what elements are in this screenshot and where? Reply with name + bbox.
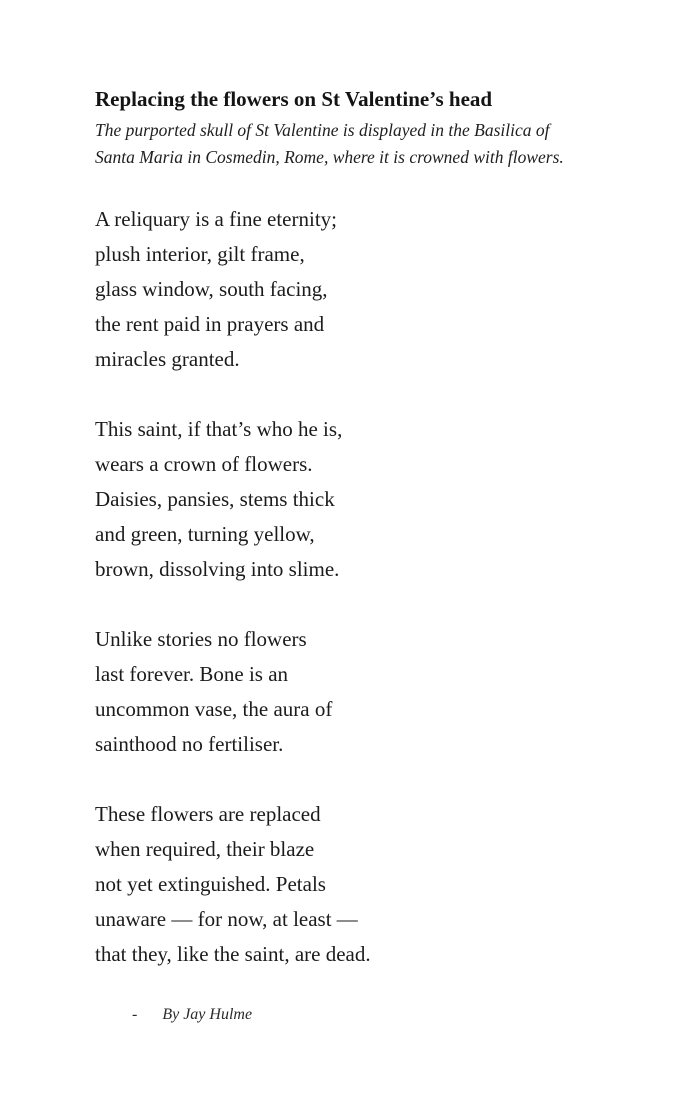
attribution-byline: By Jay Hulme: [162, 1006, 253, 1023]
stanza-1: [95, 202, 628, 377]
poem-line: A reliquary is a fine eternity;: [95, 207, 338, 231]
poem-line: that they, like the saint, are dead.: [95, 942, 371, 966]
poem-line: the rent paid in prayers and: [95, 312, 325, 336]
poem-line: plush interior, gilt frame,: [95, 242, 305, 266]
poem-line: last forever. Bone is an: [95, 662, 289, 686]
poem-line: brown, dissolving into slime.: [95, 557, 340, 581]
poem-line: These flowers are replaced: [95, 802, 321, 826]
poem-line: wears a crown of flowers.: [95, 452, 313, 476]
epigraph-line: The purported skull of St Valentine is displayed in the Basilica of: [95, 120, 550, 140]
poem-line: uncommon vase, the aura of: [95, 697, 333, 721]
poem-line: This saint, if that’s who he is,: [95, 417, 343, 441]
poem-epigraph: [95, 117, 628, 171]
attribution-dash: -: [132, 1006, 138, 1023]
epigraph-line: Santa Maria in Cosmedin, Rome, where it is crowned with flowers.: [95, 147, 564, 167]
poem-line: Unlike stories no flowers: [95, 627, 307, 651]
poem-line: unaware — for now, at least —: [95, 907, 358, 931]
poem-line: miracles granted.: [95, 347, 240, 371]
stanza-3: [95, 622, 628, 762]
poem-line: Daisies, pansies, stems thick: [95, 487, 335, 511]
poem-line: and green, turning yellow,: [95, 522, 315, 546]
stanza-4: [95, 797, 628, 972]
stanza-2: [95, 412, 628, 587]
poem-line: sainthood no fertiliser.: [95, 732, 284, 756]
attribution: [95, 1005, 628, 1025]
poem-title: Replacing the flowers on St Valentine’s head: [95, 87, 493, 111]
poem-line: glass window, south facing,: [95, 277, 328, 301]
poem-line: not yet extinguished. Petals: [95, 872, 326, 896]
poem-line: when required, their blaze: [95, 837, 315, 861]
